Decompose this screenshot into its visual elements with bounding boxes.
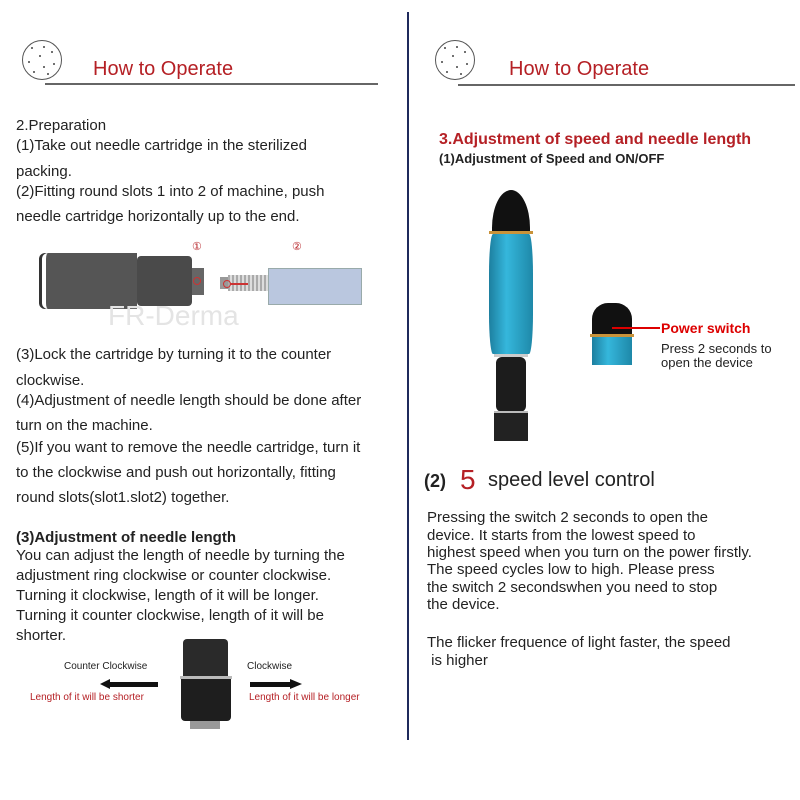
ccw-label: Counter Clockwise: [64, 661, 148, 672]
text-line: adjustment ring clockwise or counter clockwise.: [16, 567, 332, 584]
text-line: open the device: [661, 355, 753, 370]
speed-prefix: (2): [424, 471, 446, 491]
text-line: Turning it clockwise, length of it will be longer.: [16, 587, 319, 604]
text-line: highest speed when you turn on the power firstly.: [427, 544, 752, 561]
needle-heading: (3)Adjustment of needle length: [16, 529, 237, 546]
text-line: (5)If you want to remove the needle cartridge, turn it: [16, 439, 361, 456]
column-divider: [407, 12, 409, 740]
text-line: device. It starts from the lowest speed to: [427, 527, 696, 544]
cw-label: Clockwise: [247, 661, 293, 672]
header-underline: [458, 84, 795, 86]
ccw-note: Length of it will be shorter: [30, 692, 144, 703]
speed-heading: speed level control: [488, 469, 655, 491]
text-line: You can adjust the length of needle by turning the: [16, 547, 345, 564]
text-line: (1)Take out needle cartridge in the sterilized: [16, 137, 307, 154]
text-line: (3)Lock the cartridge by turning it to the counter: [16, 346, 332, 363]
text-line: Press 2 seconds to: [661, 341, 772, 356]
text-line: clockwise.: [16, 372, 85, 389]
sub-title: (1)Adjustment of Speed and ON/OFF: [439, 151, 665, 166]
text-line: packing.: [16, 163, 72, 180]
text-line: Pressing the switch 2 seconds to open the: [427, 509, 709, 526]
text-line: round slots(slot1.slot2) together.: [16, 489, 230, 506]
text-line: (4)Adjustment of needle length should be done after: [16, 392, 362, 409]
dotted-circle-icon: [435, 40, 475, 80]
text-line: (2)Fitting round slots 1 into 2 of machine, push: [16, 183, 325, 200]
section-title: 3.Adjustment of speed and needle length: [439, 131, 752, 148]
dotted-circle-icon: [22, 40, 62, 80]
text-line: 2.Preparation: [16, 117, 107, 134]
text-line: the device.: [427, 596, 500, 613]
slot1-marker: ①: [192, 241, 202, 253]
text-line: Turning it counter clockwise, length of it will be: [16, 607, 324, 624]
text-line: is higher: [427, 652, 488, 669]
text-line: to the clockwise and push out horizontally, fitting: [16, 464, 336, 481]
cw-note: Length of it will be longer: [249, 692, 360, 703]
header-underline: [45, 83, 378, 85]
arrow-right-icon: [250, 682, 292, 687]
text-line: turn on the machine.: [16, 417, 153, 434]
text-line: the switch 2 secondswhen you need to stop: [427, 579, 718, 596]
left-header-title: How to Operate: [93, 58, 234, 80]
text-line: shorter.: [16, 627, 67, 644]
watermark: FR-Derma: [108, 300, 239, 331]
text-line: The speed cycles low to high. Please press: [427, 561, 715, 578]
arrow-left-icon: [108, 682, 158, 687]
speed-number: 5: [460, 464, 476, 495]
text-line: The flicker frequence of light faster, the speed: [427, 634, 731, 651]
power-switch-label: Power switch: [661, 320, 751, 336]
slot2-marker: ②: [292, 241, 302, 253]
right-header-title: How to Operate: [509, 58, 650, 80]
text-line: needle cartridge horizontally up to the end.: [16, 208, 300, 225]
